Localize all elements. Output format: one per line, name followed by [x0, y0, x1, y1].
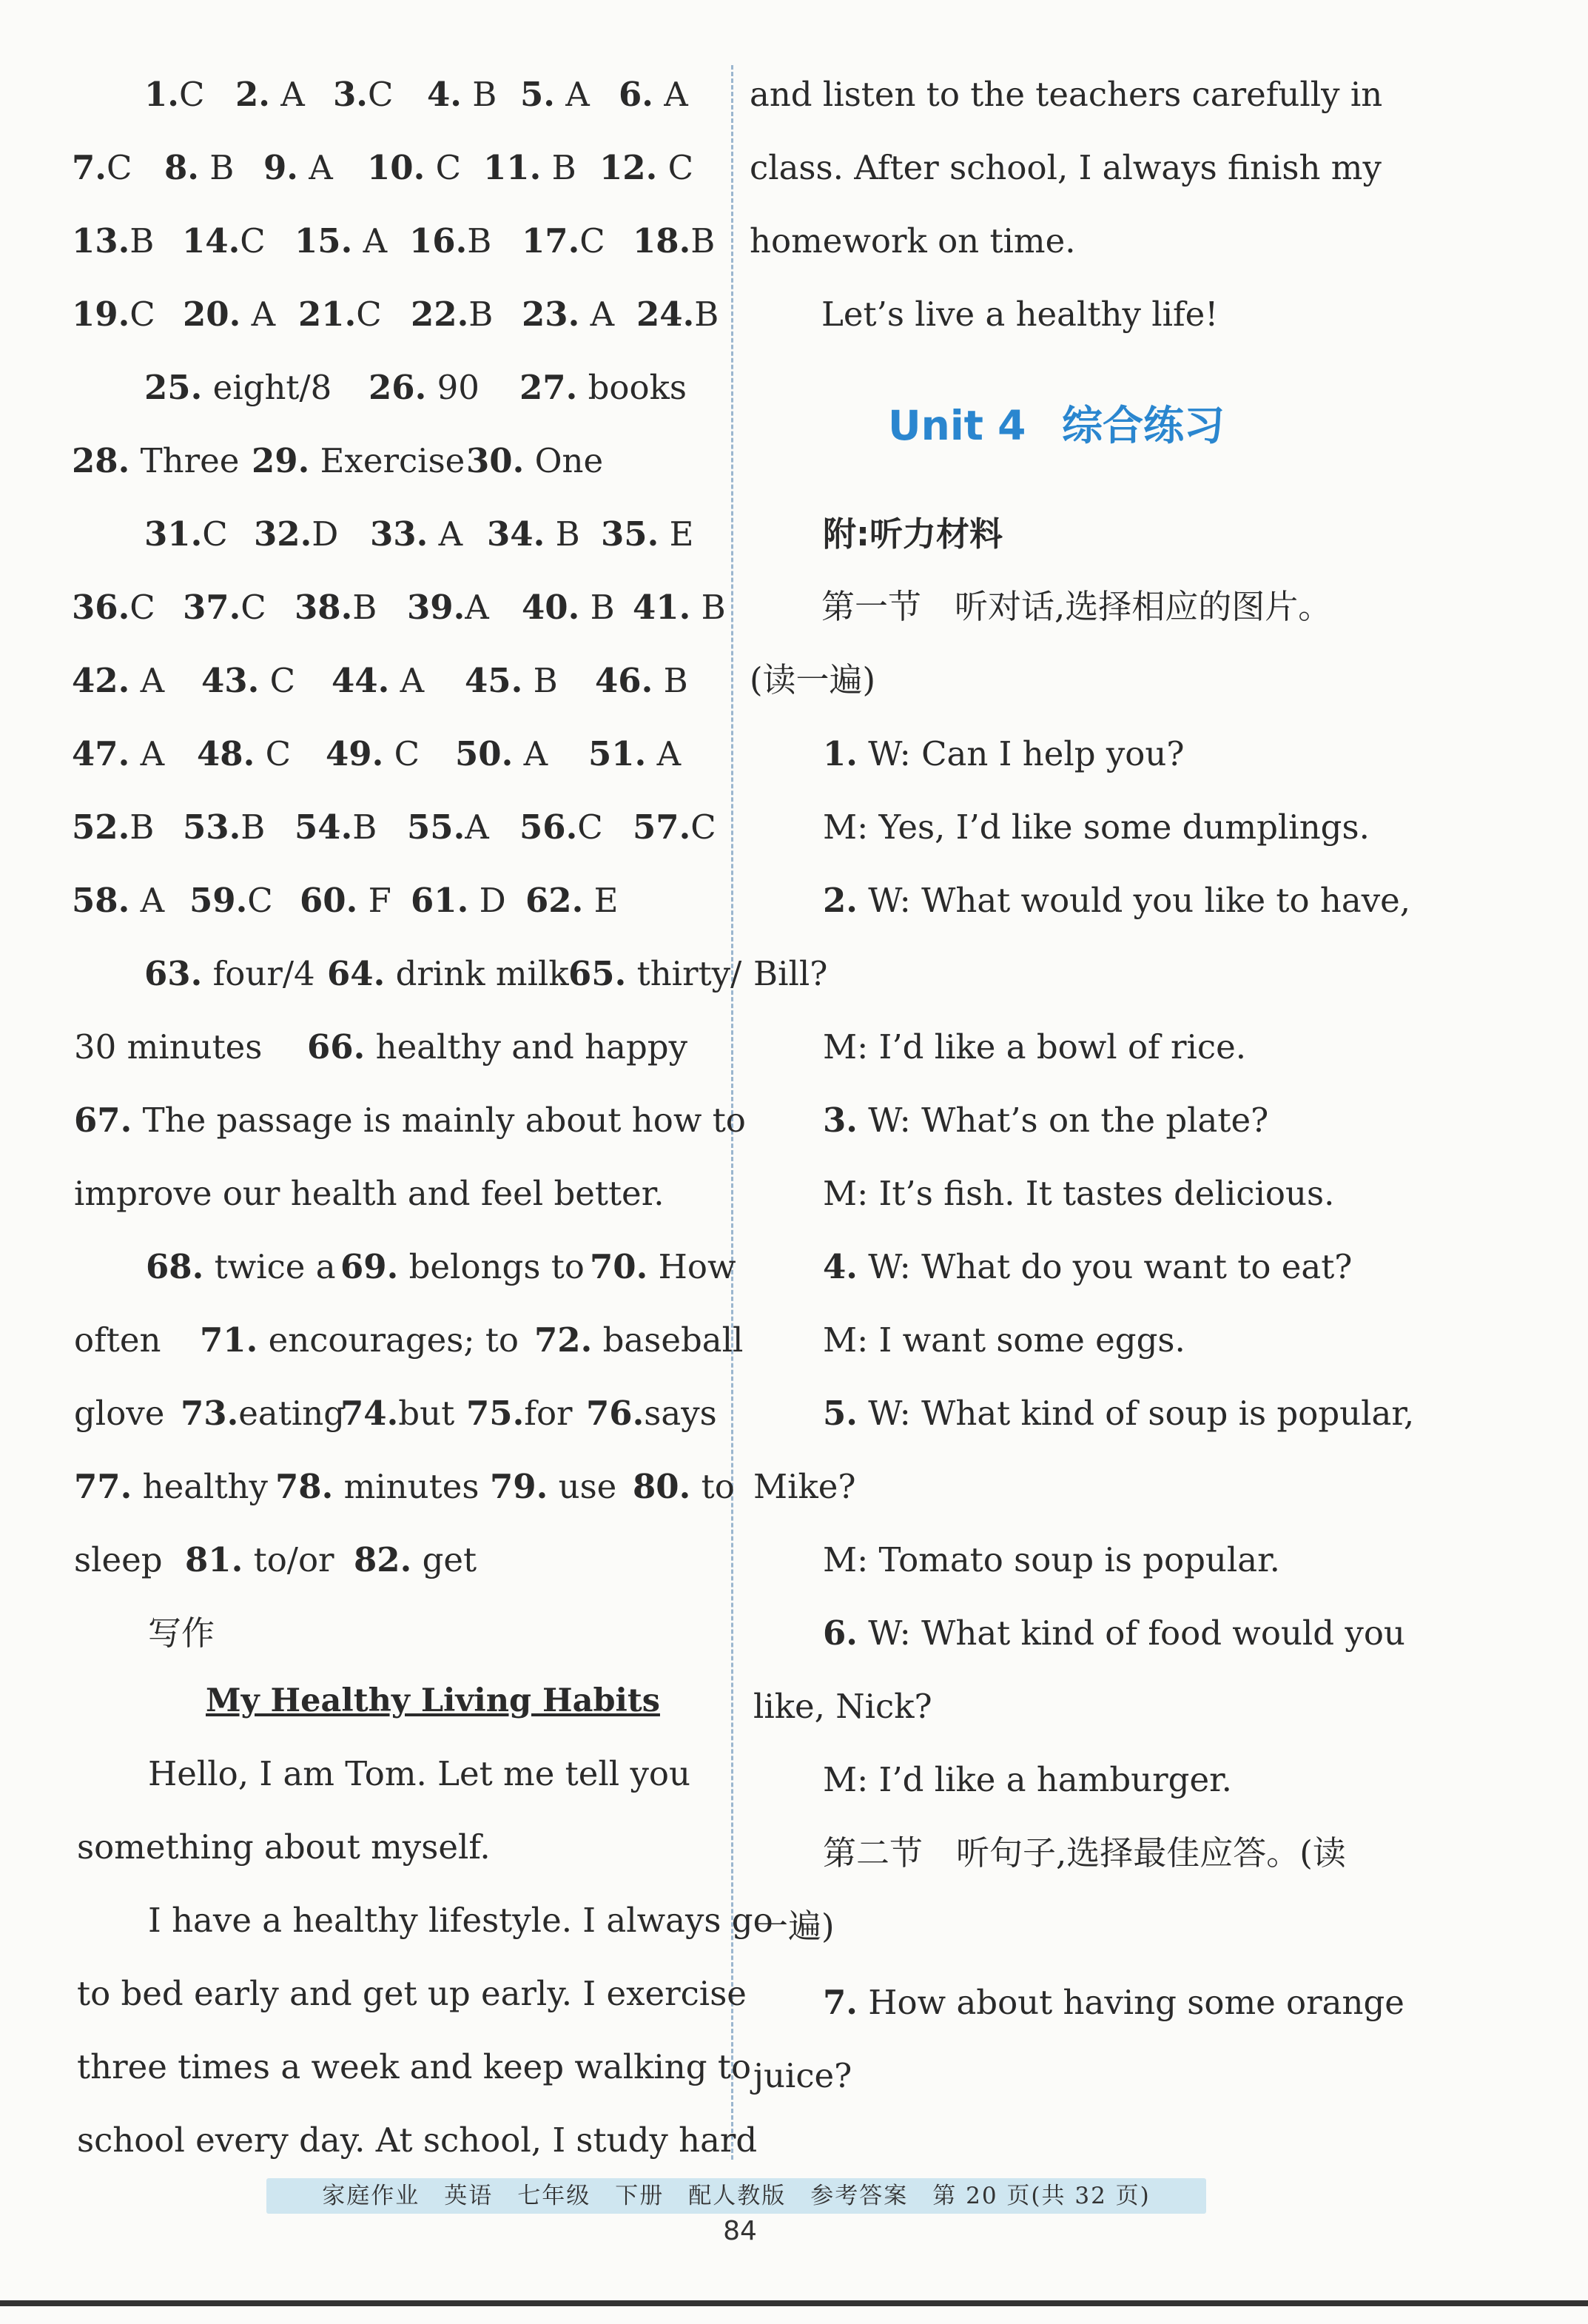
q-num: 1. — [144, 75, 179, 114]
q-num: 35. — [601, 514, 659, 554]
q-num: 12. — [599, 148, 658, 187]
answer: A — [363, 221, 388, 261]
answer: B — [663, 661, 688, 700]
answer: use — [558, 1467, 617, 1506]
q-num: 18. — [633, 221, 691, 261]
section-heading: 第一节 听对话,选择相应的图片。 — [821, 587, 1332, 626]
q-num: 49. — [326, 734, 384, 773]
q-num: 67. — [74, 1101, 132, 1140]
q-num: 22. — [411, 295, 469, 334]
q-num: 81. — [185, 1540, 243, 1579]
answer: C — [394, 734, 420, 773]
essay-text: three times a week and keep walking to — [77, 2047, 752, 2086]
section-note: (读一遍) — [750, 660, 876, 699]
answer: How — [658, 1247, 736, 1286]
answer: E — [593, 881, 619, 920]
page-number: 84 — [723, 2216, 757, 2246]
answer: C — [265, 734, 292, 773]
q-num: 80. — [633, 1467, 691, 1506]
answer: B — [694, 295, 719, 334]
q-num: 59. — [189, 881, 248, 920]
answer: C — [690, 807, 716, 847]
q-num: 61. — [411, 881, 469, 920]
dialogue-text: M: I’d like a hamburger. — [823, 1760, 1232, 1799]
answer: A — [309, 148, 333, 187]
q-num: 53. — [183, 807, 241, 847]
answer: C — [367, 75, 394, 114]
q-num: 72. — [534, 1320, 593, 1360]
answer: C — [240, 221, 266, 261]
q-num: 39. — [407, 588, 465, 627]
q-num: 20. — [183, 295, 241, 334]
dialogue-text: M: It’s fish. It tastes delicious. — [823, 1174, 1335, 1213]
answer: Three — [140, 441, 240, 480]
answer: C — [247, 881, 273, 920]
answer: B — [533, 661, 558, 700]
answer: F — [368, 881, 391, 920]
dialogue-text: W: What do you want to eat? — [868, 1247, 1353, 1286]
question-text: juice? — [753, 2056, 852, 2095]
q-num: 32. — [254, 514, 312, 554]
q-num: 26. — [369, 368, 427, 407]
answer: thirty/ — [636, 954, 742, 993]
answer: twice a — [214, 1247, 336, 1286]
answer: glove — [74, 1394, 165, 1433]
q-num: 6. — [619, 75, 653, 114]
answer: 90 — [437, 368, 480, 407]
q-num: 4. — [427, 75, 462, 114]
q-num: 17. — [522, 221, 580, 261]
answer: B — [467, 221, 492, 261]
q-num: 70. — [590, 1247, 648, 1286]
answer: C — [356, 295, 382, 334]
q-num: 16. — [409, 221, 468, 261]
essay-text: school every day. At school, I study hard — [77, 2120, 758, 2160]
bottom-rule — [0, 2300, 1588, 2306]
q-num: 79. — [490, 1467, 548, 1506]
q-num: 44. — [332, 661, 390, 700]
answer: B — [701, 588, 726, 627]
q-num: 41. — [633, 588, 691, 627]
q-num: 31. — [144, 514, 203, 554]
q-num: 29. — [252, 441, 310, 480]
answer: E — [669, 514, 694, 554]
answer: eight/8 — [212, 368, 332, 407]
answer: get — [422, 1540, 477, 1579]
q-num: 69. — [340, 1247, 399, 1286]
unit-title: 综合练习 — [1062, 402, 1225, 449]
q-num: 7. — [823, 1983, 858, 2022]
answer: Exercise — [320, 441, 465, 480]
dialogue-text: W: Can I help you? — [868, 734, 1185, 773]
q-num: 19. — [72, 295, 130, 334]
q-num: 40. — [522, 588, 580, 627]
answer: for — [524, 1394, 573, 1433]
essay-text: Let’s live a healthy life! — [821, 295, 1219, 334]
essay-text: Hello, I am Tom. Let me tell you — [148, 1754, 690, 1793]
q-num: 36. — [72, 588, 130, 627]
answer: B — [352, 807, 377, 847]
q-num: 28. — [72, 441, 130, 480]
q-num: 75. — [466, 1394, 525, 1433]
answer: One — [534, 441, 604, 480]
q-num: 55. — [407, 807, 465, 847]
q-num: 74. — [340, 1394, 399, 1433]
answer: encourages; to — [268, 1320, 519, 1360]
q-num: 57. — [633, 807, 691, 847]
q-num: 1. — [823, 734, 858, 773]
q-num: 25. — [144, 368, 203, 407]
dialogue-text: W: What would you like to have, — [868, 881, 1411, 920]
q-num: 45. — [465, 661, 523, 700]
answer: C — [269, 661, 296, 700]
q-num: 51. — [588, 734, 647, 773]
q-num: 78. — [275, 1467, 334, 1506]
answer: A — [565, 75, 590, 114]
answer: to/or — [253, 1540, 334, 1579]
unit-label: Unit 4 — [888, 402, 1026, 449]
answer: healthy and happy — [375, 1027, 688, 1067]
answer: A — [140, 881, 165, 920]
answer: A — [280, 75, 305, 114]
answer: drink milk — [395, 954, 569, 993]
q-num: 9. — [263, 148, 298, 187]
q-num: 14. — [182, 221, 240, 261]
q-num: 71. — [200, 1320, 258, 1360]
answer: A — [590, 295, 615, 334]
answer: to — [701, 1467, 735, 1506]
q-num: 60. — [300, 881, 358, 920]
q-num: 38. — [295, 588, 353, 627]
q-num: 5. — [823, 1394, 858, 1433]
dialogue-text: M: I want some eggs. — [823, 1320, 1185, 1360]
answer: A — [664, 75, 688, 114]
essay-text: something about myself. — [77, 1827, 491, 1867]
answer: books — [588, 368, 687, 407]
answer: D — [312, 514, 339, 554]
q-num: 13. — [72, 221, 130, 261]
answer: B — [468, 295, 494, 334]
q-num: 77. — [74, 1467, 132, 1506]
answer: belongs to — [408, 1247, 585, 1286]
q-num: 24. — [636, 295, 695, 334]
writing-label-text: 写作 — [148, 1613, 215, 1653]
q-num: 56. — [519, 807, 578, 847]
q-num: 63. — [144, 954, 203, 993]
dialogue-text: Bill? — [753, 954, 828, 993]
answer: A — [465, 807, 489, 847]
answer: eating — [238, 1394, 346, 1433]
essay-title: My Healthy Living Habits — [206, 1682, 660, 1719]
answer: B — [690, 221, 716, 261]
answer: A — [523, 734, 548, 773]
answer: healthy — [142, 1467, 268, 1506]
answer: C — [577, 807, 603, 847]
answer: C — [178, 75, 205, 114]
q-num: 66. — [307, 1027, 366, 1067]
answer: C — [579, 221, 605, 261]
q-num: 11. — [483, 148, 542, 187]
q-num: 23. — [522, 295, 580, 334]
answer: often — [74, 1320, 161, 1360]
answer: B — [129, 807, 155, 847]
answer: A — [465, 588, 489, 627]
dialogue-text: Mike? — [753, 1467, 856, 1506]
answer: D — [479, 881, 506, 920]
q-num: 2. — [823, 881, 858, 920]
q-num: 54. — [295, 807, 353, 847]
answer: A — [656, 734, 682, 773]
q-num: 4. — [823, 1247, 858, 1286]
answer: B — [352, 588, 377, 627]
q-num: 15. — [295, 221, 353, 261]
answer: C — [667, 148, 694, 187]
dialogue-text: M: Tomato soup is popular. — [823, 1540, 1280, 1579]
answer: The passage is mainly about how to — [142, 1101, 746, 1140]
q-num: 30. — [466, 441, 525, 480]
answer: B — [555, 514, 580, 554]
q-num: 68. — [146, 1247, 204, 1286]
answer: minutes — [343, 1467, 480, 1506]
dialogue-text: like, Nick? — [753, 1687, 932, 1726]
answer: A — [438, 514, 463, 554]
q-num: 52. — [72, 807, 130, 847]
q-num: 27. — [519, 368, 578, 407]
q-num: 2. — [235, 75, 270, 114]
answer: A — [140, 734, 165, 773]
q-num: 5. — [520, 75, 555, 114]
q-num: 3. — [333, 75, 368, 114]
answer: C — [129, 588, 155, 627]
essay-text: and listen to the teachers carefully in — [750, 75, 1383, 114]
q-num: 62. — [525, 881, 584, 920]
answer: says — [644, 1394, 717, 1433]
answer: C — [106, 148, 132, 187]
answer: B — [209, 148, 235, 187]
q-num: 10. — [367, 148, 425, 187]
essay-text: homework on time. — [750, 221, 1076, 261]
dialogue-text: W: What kind of food would you — [868, 1613, 1405, 1653]
q-num: 47. — [72, 734, 130, 773]
dialogue-text: W: What kind of soup is popular, — [868, 1394, 1415, 1433]
q-num: 46. — [595, 661, 653, 700]
q-num: 73. — [181, 1394, 239, 1433]
answer: B — [472, 75, 497, 114]
answer: B — [551, 148, 576, 187]
answer: sleep — [74, 1540, 163, 1579]
q-num: 42. — [72, 661, 130, 700]
q-num: 48. — [197, 734, 255, 773]
answer: A — [251, 295, 276, 334]
q-num: 76. — [586, 1394, 645, 1433]
q-num: 7. — [72, 148, 107, 187]
q-num: 21. — [298, 295, 357, 334]
answer: improve our health and feel better. — [74, 1174, 665, 1213]
question-text: How about having some orange — [868, 1983, 1404, 2022]
q-num: 6. — [823, 1613, 858, 1653]
section-heading: 第二节 听句子,选择最佳应答。(读 — [823, 1833, 1346, 1873]
answer: four/4 — [212, 954, 315, 993]
answer: C — [435, 148, 462, 187]
answer: C — [129, 295, 155, 334]
essay-text: class. After school, I always finish my — [750, 148, 1382, 187]
q-num: 8. — [164, 148, 199, 187]
q-num: 37. — [183, 588, 241, 627]
answer: A — [400, 661, 425, 700]
answer: 30 minutes — [74, 1027, 263, 1067]
section-note: 一遍) — [755, 1907, 835, 1946]
appendix-label: 附:听力材料 — [823, 514, 1003, 554]
essay-text: I have a healthy lifestyle. I always go — [148, 1901, 773, 1940]
answer: B — [590, 588, 615, 627]
answer: B — [129, 221, 155, 261]
answer: A — [140, 661, 165, 700]
answer: but — [398, 1394, 455, 1433]
dialogue-text: W: What’s on the plate? — [868, 1101, 1269, 1140]
q-num: 33. — [370, 514, 428, 554]
answer: C — [202, 514, 228, 554]
page-footer: 家庭作业 英语 七年级 下册 配人教版 参考答案 第 20 页(共 32 页) — [266, 2178, 1206, 2214]
q-num: 43. — [201, 661, 260, 700]
answer: C — [240, 588, 266, 627]
q-num: 50. — [455, 734, 514, 773]
q-num: 58. — [72, 881, 130, 920]
answer: B — [240, 807, 266, 847]
q-num: 34. — [487, 514, 545, 554]
q-num: 3. — [823, 1101, 858, 1140]
answer: baseball — [602, 1320, 744, 1360]
essay-text: to bed early and get up early. I exercise — [77, 1974, 747, 2013]
dialogue-text: M: Yes, I’d like some dumplings. — [823, 807, 1370, 847]
dialogue-text: M: I’d like a bowl of rice. — [823, 1027, 1247, 1067]
q-num: 64. — [327, 954, 386, 993]
q-num: 65. — [568, 954, 627, 993]
q-num: 82. — [354, 1540, 412, 1579]
